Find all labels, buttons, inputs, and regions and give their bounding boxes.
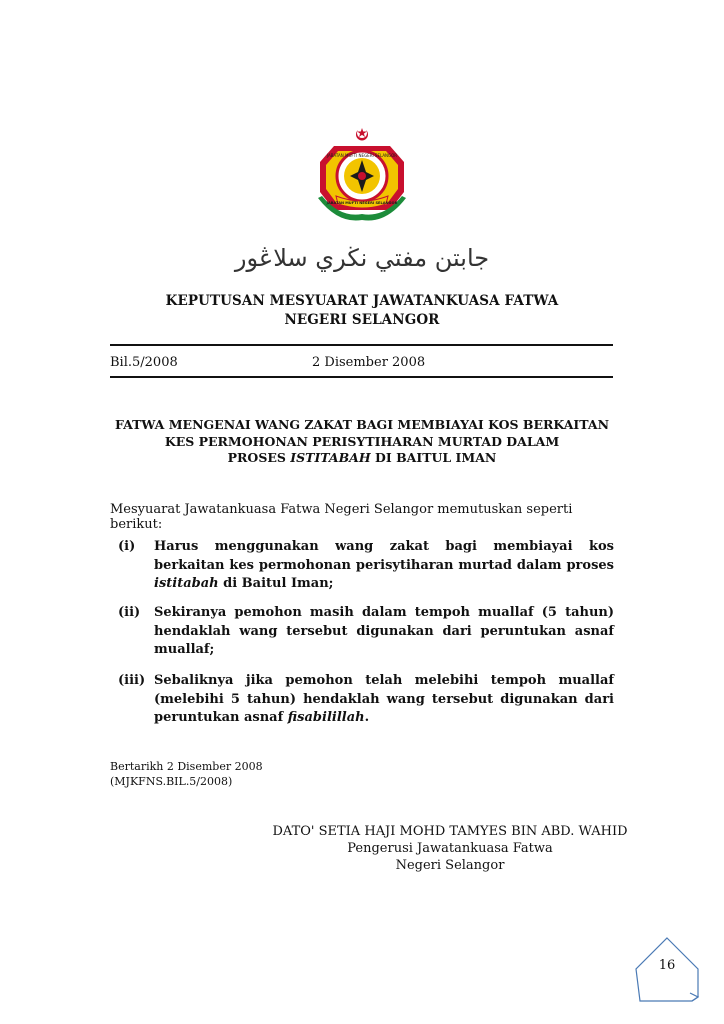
jawi-calligraphy-logo-icon bbox=[234, 236, 490, 276]
title-line-1: KEPUTUSAN MESYUARAT JAWATANKUASA FATWA bbox=[165, 293, 559, 309]
decision-text: Sekiranya pemohon masih dalam tempoh muallaf (5 tahun) hendaklah wang tersebut digunakan dari peruntukan asnaf muallaf; bbox=[154, 605, 614, 657]
decision-item-1 bbox=[118, 538, 614, 594]
reference-date: 2 Disember 2008 bbox=[312, 355, 426, 370]
decision-item-3 bbox=[118, 672, 614, 728]
selangor-mufti-emblem-icon bbox=[314, 126, 410, 226]
top-divider bbox=[110, 344, 613, 346]
decision-number: (iii) bbox=[118, 673, 146, 688]
reference-number: Bil.5/2008 bbox=[110, 355, 178, 370]
dated-line: Bertarikh 2 Disember 2008 bbox=[110, 760, 263, 773]
svg-text:JABATAN MUFTI NEGERI SELANGOR: JABATAN MUFTI NEGERI SELANGOR bbox=[326, 153, 398, 158]
fatwa-title-line-3: PROSES ISTITABAH DI BAITUL IMAN bbox=[227, 450, 497, 465]
svg-text:جابتن مفتي نڬري سلاڠور: جابتن مفتي نڬري سلاڠور bbox=[234, 244, 490, 272]
decision-number: (ii) bbox=[118, 605, 141, 620]
decision-item-2 bbox=[118, 604, 614, 660]
decision-number: (i) bbox=[118, 539, 136, 554]
document-title bbox=[110, 292, 614, 330]
signatory-title-1: Pengerusi Jawatankuasa Fatwa bbox=[347, 841, 553, 856]
fatwa-title-line-1: FATWA MENGENAI WANG ZAKAT BAGI MEMBIAYAI KOS BERKAITAN bbox=[114, 417, 610, 432]
decision-text: Harus menggunakan wang zakat bagi membiayai kos berkaitan kes permohonan perisytiharan murtad dalam proses istitabah di Baitul Iman; bbox=[154, 539, 614, 591]
signatory-block bbox=[270, 823, 630, 874]
signatory-title-2: Negeri Selangor bbox=[395, 858, 505, 873]
page-number: 16 bbox=[658, 958, 676, 973]
svg-text:JABATAN MUFTI NEGERI SELANGOR: JABATAN MUFTI NEGERI SELANGOR bbox=[326, 201, 398, 205]
file-reference: (MJKFNS.BIL.5/2008) bbox=[110, 775, 233, 788]
title-line-2: NEGERI SELANGOR bbox=[284, 312, 440, 328]
fatwa-title bbox=[110, 417, 614, 467]
intro-paragraph: Mesyuarat Jawatankuasa Fatwa Negeri Selangor memutuskan seperti berikut: bbox=[110, 502, 573, 532]
signatory-name: DATO' SETIA HAJI MOHD TAMYES BIN ABD. WAHID bbox=[272, 824, 628, 839]
decision-text: Sebaliknya jika pemohon telah melebihi tempoh muallaf (melebihi 5 tahun) hendaklah wang tersebut digunakan dari peruntukan asnaf fisabilillah. bbox=[154, 673, 614, 725]
bottom-divider bbox=[110, 376, 613, 378]
fatwa-title-line-2: KES PERMOHONAN PERISYTIHARAN MURTAD DALAM bbox=[164, 433, 560, 449]
